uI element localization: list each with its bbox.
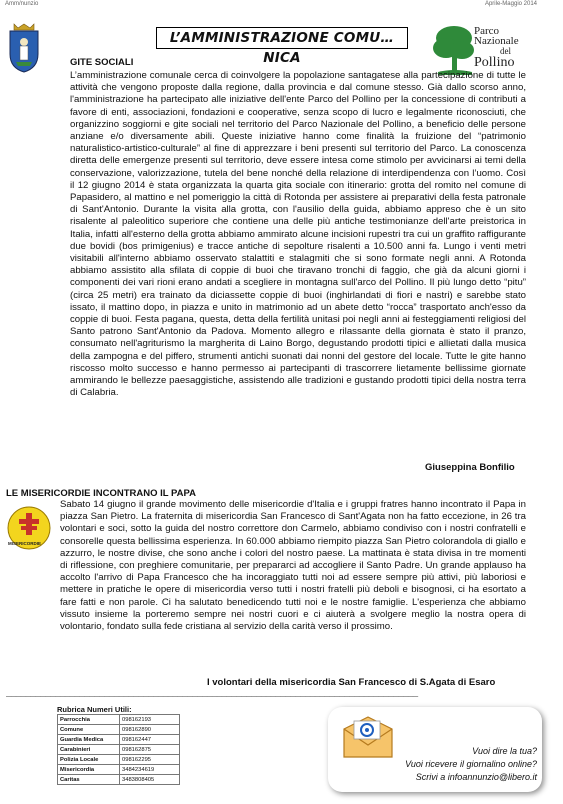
rubrica-row xyxy=(58,755,180,765)
rubrica-name: Caritas xyxy=(58,775,120,785)
rubrica-table xyxy=(57,714,180,785)
rubrica-name: Polizia Locale xyxy=(58,755,120,765)
park-logo-text xyxy=(474,26,519,70)
header-right: Aprile-Maggio 2014 xyxy=(484,1,537,7)
park-logo-line1: Parco xyxy=(474,25,500,37)
rubrica-number: 098162875 xyxy=(120,745,180,755)
misericordie-signature: I volontari della misericordia San Francesco di S.Agata di Esaro xyxy=(207,677,496,688)
rubrica-row xyxy=(58,725,180,735)
park-logo-line4: Pollino xyxy=(474,55,515,70)
gite-paragraph: L’amministrazione comunale cerca di coinvolgere la popolazione santagatese alla partecipazione di tutte le attività che vengono proposte dalla regione, dalla provincia e dal comune stesso. Già dallo scorso anno, l'amministrazione ha partecipato alle iniziative dell'ente Parco del Pollino per la concessione di contributi a favore di enti, associazioni, fondazioni e cooperative, senza scopo di lucro e legalmente riconosciuti, che organizzino soggiorni e gite sociali nel territorio del Parco Nazionale del Pollino, a beneficio delle persone anziane e/o diversamente abili. Queste iniziative hanno come finalità la fruizione del “patrimonio naturalistico-artistico-culturale” al fine di apprezzare i beni presenti sul territorio del Parco. La conoscenza diretta delle emergenze presenti sul territorio, deve essere intesa come stimolo per avvicinarsi ai temi della conservazione, valorizzazione, tutela del bene nonché della relazione di interdipendenza con l’uomo. Così il 12 giugno 2014 è stata organizzata la quarta gita sociale con itinerario: grotta del romito nel comune di Papasidero, al mattino e nel pomeriggio la città di Rotonda per assistere ai preparativi della festa patronale di Sant'Antonio. Durante la visita alla grotta, con l'ausilio della guida, abbiamo appreso che è un sito risalente al paleolitico superiore che contiene una delle più antiche testimonianze dell'arte preistorica in Italia, infatti all'esterno della grotta abbiamo ammirato alcune incisioni rupestri tra cui un graffito raffigurante due bovidi (bos primigenius) e tracce antiche di sepolture risalenti a 10.500 anni fa. Lungo i venti metri visitabili all'interno abbiamo osservato stalattiti e stalagmiti che si sono formate negli anni. A Rotonda abbiamo assistito alla sfilata di coppie di buoi che tiravano tronchi di faggio, che già da alcuni giorni i componenti dei vari rioni erano andati a scegliere in montagna sull'arco del Pollino. Il più lungo detto “pitu” (circa 25 metri) era trainato da diciassette coppie di buoi (inghirlandati di fiori e nastri) e sarebbe stato issato, il mattino dopo, in piazza e unito in matrimonio ad un abete detto “rocca” trasportato anch'esso da coppie di buoi. Festa pagana, questa, detta della fertilità unitasi poi negli anni ai festeggiamenti religiosi del Santo patrono Sant'Antonio da Padova. Momento allegro e rilassante della giornata è stato il pranzo, consumato nell'agriturismo la margherita di Laino Borgo, degustando prodotti tipici e allietati dalla musica della zampogna e del piffero, strumenti antichi suonati dai nonni del gestore del locale. Tutte le gite hanno riscosso molto successo e hanno permesso ai partecipanti di trascorrere lietamente bellissime giornate ammirando le bellezze paesaggistiche, assistendo alle tradizioni e gustando prodotti tipici della nostra terra di Calabria. xyxy=(70,70,526,399)
rubrica-row xyxy=(58,735,180,745)
park-logo-line2: Nazionale xyxy=(474,35,519,47)
rubrica-title: Rubrica Numeri Utili: xyxy=(57,705,132,714)
email-at-icon xyxy=(340,713,396,761)
park-logo-line3: del xyxy=(500,46,511,56)
rubrica-number: 098162295 xyxy=(120,755,180,765)
rubrica-name: Carabinieri xyxy=(58,745,120,755)
rubrica-row xyxy=(58,715,180,725)
misericordie-heading: LE MISERICORDIE INCONTRANO IL PAPA xyxy=(6,488,197,499)
misericordie-paragraph: Sabato 14 giugno il grande movimento delle misericordie d'Italia e i gruppi fratres hanno incontrato il Papa in piazza San Pietro. La fraternita di misericordia San Francesco di Sant'Agata non ha fatto eccezione, in 26 tra volontari e soci, sotto la guida del nostro correttore don Carmelo, abbiamo condiviso con i nostri confratelli e consorelle questa bellissima esperienza. In 60.000 abbiamo riempito piazza San Pietro colorandola di giallo e azzurro, le nostre divise, che sono anche i colori del nostro paese. La mattinata è stata divisa in tre momenti di riflessione, con preghiere comunitarie, per prepararci ad accogliere il Santo Padre. Un grande applauso ha accolto l'arrivo di Papa Francesco che ha incoraggiato tutti noi ad essere sempre più attivi, più laboriosi e mettere in pratiche le opere di misericordia verso tutti i nostri fratelli più deboli e bisognosi, ci ha esortato a fare fatti e non parole. Ci ha salutato benedicendo tutti noi e le nostre famiglie. L'esperienza che abbiamo vissuto insieme la porteremo sempre nei nostri cuori e ci aiuterà a svolgere meglio la nostra opera di volontario, fondato sulla fede cristiana al servizio della carità verso il prossimo. xyxy=(60,499,526,633)
rubrica-row xyxy=(58,775,180,785)
rubrica-number: 098162890 xyxy=(120,725,180,735)
town-crest-icon xyxy=(6,22,42,74)
rubrica-name: Guardia Medica xyxy=(58,735,120,745)
gite-signature: Giuseppina Bonfilio xyxy=(425,462,515,473)
section-divider: ____________________________________________________________________________________ xyxy=(6,689,418,699)
mail-line2: Vuoi ricevere il giornalino online? xyxy=(405,759,537,769)
rubrica-number: 098162447 xyxy=(120,735,180,745)
mail-line3: Scrivi a infoannunzio@libero.it xyxy=(415,772,537,782)
rubrica-row xyxy=(58,745,180,755)
rubrica-name: Parrocchia xyxy=(58,715,120,725)
page-title: L’AMMINISTRAZIONE COMU…NICA xyxy=(156,27,408,49)
rubrica-number: 3483808405 xyxy=(120,775,180,785)
gite-heading: GITE SOCIALI xyxy=(70,57,134,68)
mail-line1: Vuoi dire la tua? xyxy=(472,746,537,756)
misericordia-logo-text: MISERICORDIE xyxy=(8,541,42,546)
rubrica-name: Comune xyxy=(58,725,120,735)
rubrica-number: 098162193 xyxy=(120,715,180,725)
header-left: Amm/nunzio xyxy=(5,1,39,7)
rubrica-row xyxy=(58,765,180,775)
mail-text xyxy=(405,745,537,784)
rubrica-name: Misericordia xyxy=(58,765,120,775)
rubrica-number: 3484234619 xyxy=(120,765,180,775)
